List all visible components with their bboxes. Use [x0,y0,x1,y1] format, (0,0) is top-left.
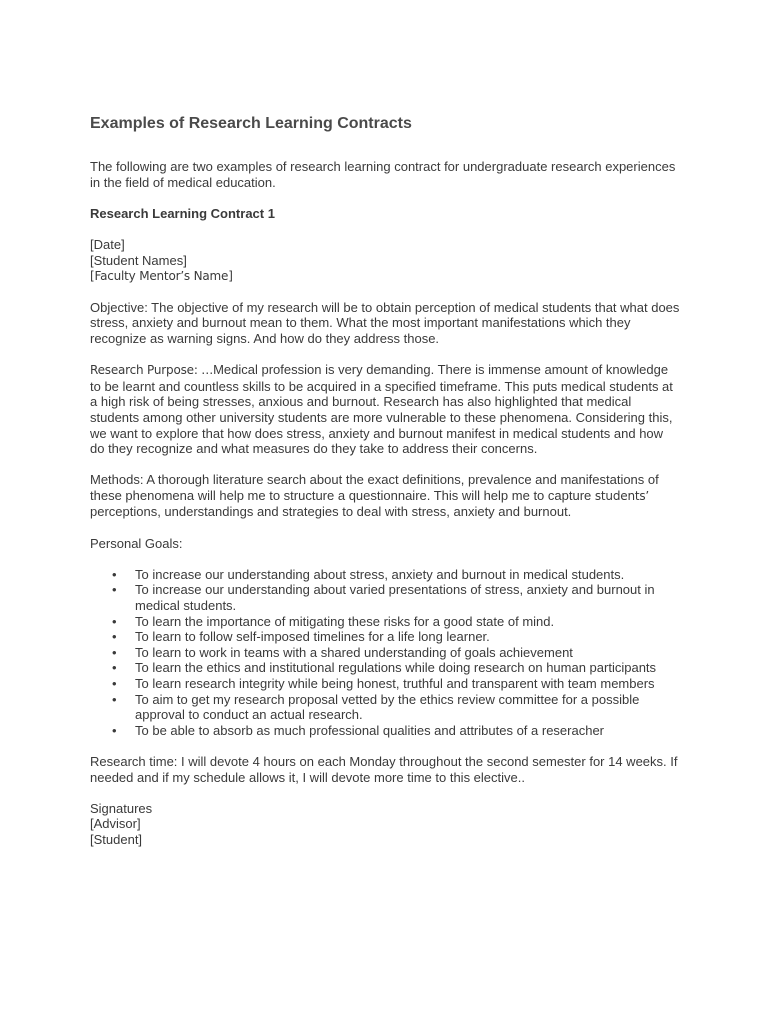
signatures-block [90,801,768,848]
purpose-text: Medical profession is very demanding. There is immense amount of knowledge to be learnt and countless skills to be acquired in a specified timeframe. This puts medical students at a high risk of being stresses, anxious and burnout. Research has also highlighted that medical students among other university students are more vulnerable to these phenomena. Considering this, we want to explore that how does stress, anxiety and burnout manifest in medical students and how do they recognize and what measures do they take to address their concerns. [90,362,673,457]
signatures-label: Signatures [90,800,153,816]
goal-text: To learn to follow self-imposed timelines for a life long learner. [135,629,490,645]
goal-text: To increase our understanding about varied presentations of stress, anxiety and burnout in medical students. [135,582,655,614]
goals-list [90,567,680,739]
contract-heading: Research Learning Contract 1 [90,205,275,221]
goal-text: To be able to absorb as much professional qualities and attributes of a reseracher [135,722,604,738]
goal-text: To learn the importance of mitigating these risks for a good state of mind. [135,613,555,629]
bullet-icon: • [112,660,117,676]
goal-list-item [90,582,680,613]
bullet-icon: • [112,644,117,660]
purpose-paragraph [90,362,680,457]
bullet-icon: • [112,566,117,582]
bullet-icon: • [112,722,117,738]
goal-list-item [90,645,680,661]
methods-students-word: students’ [594,488,650,503]
student-signature-placeholder: [Student] [90,831,143,847]
goal-list-item [90,660,680,676]
student-names-placeholder: [Student Names] [90,252,187,268]
research-time-paragraph: Research time: I will devote 4 hours on each Monday throughout the second semester for 14 weeks. If needed and if my schedule allows it, I will devote more time to this elective.. [90,753,678,785]
date-placeholder: [Date] [90,237,125,253]
goal-list-item [90,629,680,645]
goals-label: Personal Goals: [90,535,183,551]
methods-paragraph [90,472,680,520]
goal-text: To learn the ethics and institutional regulations while doing research on human participants [135,660,657,676]
document-title: Examples of Research Learning Contracts [90,115,412,132]
goal-text: To increase our understanding about stress, anxiety and burnout in medical students. [135,566,625,582]
methods-text-after: perceptions, understandings and strategies to deal with stress, anxiety and burnout. [90,504,572,520]
objective-paragraph: Objective: The objective of my research will be to obtain perception of medical students that what does stress, anxiety and burnout mean to them. What the most important manifestations which they recognize as warning signs. And how do they address those. [90,299,680,346]
bullet-icon: • [112,691,117,707]
advisor-signature-placeholder: [Advisor] [90,816,141,832]
goal-text: To aim to get my research proposal vetted by the ethics review committee for a possible approval to conduct an actual research. [135,691,640,723]
methods-text-before: Methods: A thorough literature search about the exact definitions, prevalence and manifestations of these phenomena will help me to structure a questionnaire. This will help me to capture [90,472,659,503]
goal-list-item [90,567,680,583]
faculty-mentor-placeholder: [Faculty Mentor’s Name] [90,268,233,283]
bullet-icon: • [112,582,117,598]
purpose-label: Research Purpose: … [90,363,214,378]
intro-paragraph: The following are two examples of research learning contract for undergraduate research experiences in the field of medical education. [90,159,676,190]
bullet-icon: • [112,676,117,691]
goal-list-item [90,614,680,630]
goal-list-item [90,692,680,723]
goal-list-item [90,723,680,739]
goal-text: To learn to work in teams with a shared understanding of goals achievement [135,644,573,660]
bullet-icon: • [112,613,117,629]
goal-list-item [90,676,680,692]
bullet-icon: • [112,629,117,645]
header-placeholders [90,237,768,284]
goal-text: To learn research integrity while being honest, truthful and transparent with team members [135,676,655,691]
